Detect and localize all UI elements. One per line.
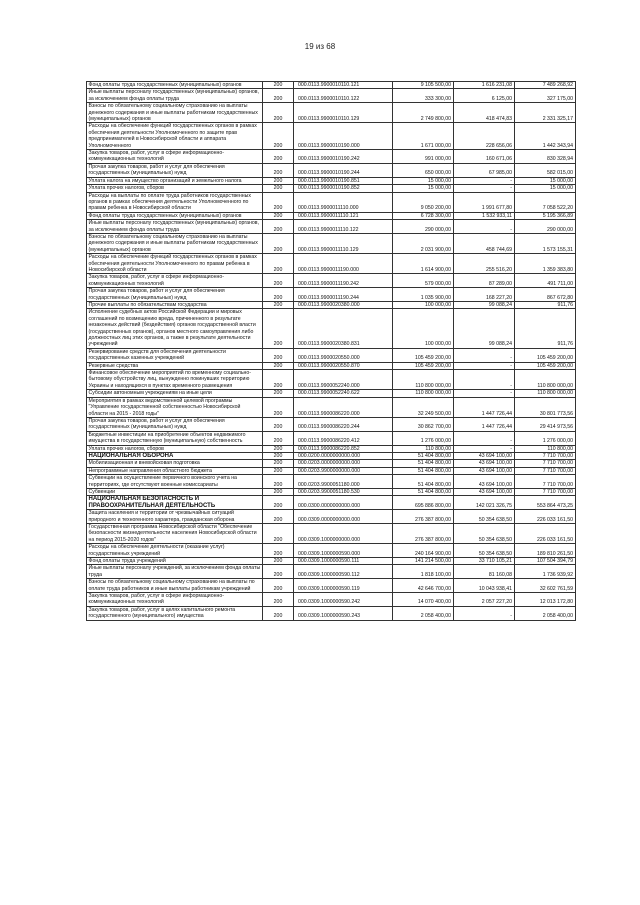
row-approved-amount-cell: 650 000,00	[392, 163, 453, 177]
row-executed-amount-cell: 142 021 326,75	[453, 496, 514, 510]
row-name-cell: Фонд оплаты труда государственных (муниципальных) органов	[87, 82, 263, 89]
row-name-cell: Субвенции на осуществление первичного воинского учета на территориях, где отсутствуют военные комиссариаты	[87, 475, 263, 489]
row-unexecuted-amount-cell: 290 000,00	[514, 220, 575, 234]
table-row	[87, 212, 576, 219]
row-name-cell: Иные выплаты персоналу государственных (муниципальных) органов, за исключением фонда оплаты труда	[87, 220, 263, 234]
row-unexecuted-amount-cell: 2 331 325,17	[514, 103, 575, 123]
row-name-cell: Расходы на выплаты по оплате труда работников государственных органов в рамках обеспечения деятельности Уполномоченного по правам ребенка в Новосибирской области	[87, 192, 263, 212]
row-approved-amount-cell: 51 404 800,00	[392, 488, 453, 495]
row-unexecuted-amount-cell: 867 672,80	[514, 288, 575, 302]
row-executed-amount-cell: 87 289,00	[453, 274, 514, 288]
row-code-cell: 200	[263, 82, 294, 89]
row-approved-amount-cell: 579 000,00	[392, 274, 453, 288]
row-name-cell: Бюджетные инвестиции на приобретение объектов недвижимого имущества в государственную (муниципальную) собственность	[87, 431, 263, 445]
row-code-cell: 200	[263, 488, 294, 495]
row-name-cell: НАЦИОНАЛЬНАЯ ОБОРОНА	[87, 452, 263, 459]
table-row	[87, 302, 576, 309]
row-unexecuted-amount-cell: 830 328,94	[514, 150, 575, 164]
table-row	[87, 82, 576, 89]
row-approved-amount-cell: 51 404 800,00	[392, 467, 453, 474]
row-classification-code-cell: 000.0113.9900011190.242	[294, 274, 393, 288]
row-unexecuted-amount-cell: 105 459 200,00	[514, 348, 575, 362]
table-row	[87, 431, 576, 445]
row-name-cell: Государственная программа Новосибирской области "Обеспечение безопасности жизнедеятельности населения Новосибирской области на период 2015-2020 годов"	[87, 524, 263, 544]
row-classification-code-cell: 000.0203.9900000000.000	[294, 467, 393, 474]
row-unexecuted-amount-cell: 110 800 000,00	[514, 370, 575, 390]
row-executed-amount-cell: 418 474,83	[453, 103, 514, 123]
row-code-cell: 200	[263, 150, 294, 164]
row-name-cell: Прочая закупка товаров, работ и услуг для обеспечения государственных (муниципальных) нужд	[87, 417, 263, 431]
row-code-cell: 200	[263, 524, 294, 544]
row-executed-amount-cell: 255 516,20	[453, 254, 514, 274]
row-approved-amount-cell: 1 671 000,00	[392, 123, 453, 150]
row-unexecuted-amount-cell: 553 864 473,25	[514, 496, 575, 510]
row-unexecuted-amount-cell: 911,76	[514, 309, 575, 348]
row-unexecuted-amount-cell: 12 013 172,80	[514, 593, 575, 607]
row-executed-amount-cell: 50 354 638,50	[453, 544, 514, 558]
row-executed-amount-cell: -	[453, 185, 514, 192]
row-name-cell: НАЦИОНАЛЬНАЯ БЕЗОПАСНОСТЬ И ПРАВООХРАНИТЕЛЬНАЯ ДЕЯТЕЛЬНОСТЬ	[87, 496, 263, 510]
row-classification-code-cell: 000.0113.9900010110.129	[294, 103, 393, 123]
row-unexecuted-amount-cell: 107 504 394,79	[514, 558, 575, 565]
row-executed-amount-cell: 33 710 105,21	[453, 558, 514, 565]
row-name-cell: Закупка товаров, работ, услуг в целях капитального ремонта государственного (муниципального) имущества	[87, 606, 263, 620]
table-row	[87, 417, 576, 431]
row-name-cell: Резервирование средств для обеспечения деятельности государственных казенных учреждений	[87, 348, 263, 362]
row-approved-amount-cell: 695 886 800,00	[392, 496, 453, 510]
row-code-cell: 200	[263, 496, 294, 510]
row-classification-code-cell: 000.0113.9900010190.244	[294, 163, 393, 177]
row-name-cell: Резервные средства	[87, 362, 263, 369]
row-executed-amount-cell: 43 694 100,00	[453, 475, 514, 489]
row-unexecuted-amount-cell: 7 058 522,20	[514, 192, 575, 212]
table-row	[87, 185, 576, 192]
table-row	[87, 467, 576, 474]
row-name-cell: Непрограммные направления областного бюджета	[87, 467, 263, 474]
row-name-cell: Мобилизационная и вневойсковая подготовка	[87, 460, 263, 467]
row-code-cell: 200	[263, 452, 294, 459]
table-row	[87, 254, 576, 274]
table-row	[87, 274, 576, 288]
table-row	[87, 496, 576, 510]
row-executed-amount-cell: 10 043 938,41	[453, 579, 514, 593]
row-unexecuted-amount-cell: 1 573 155,31	[514, 233, 575, 253]
row-executed-amount-cell: -	[453, 220, 514, 234]
row-unexecuted-amount-cell: 1 359 383,80	[514, 254, 575, 274]
row-name-cell: Взносы по обязательному социальному страхованию на выплаты денежного содержания и иные выплаты работникам государственных (муниципальных) органов	[87, 103, 263, 123]
row-unexecuted-amount-cell: 30 801 773,56	[514, 397, 575, 417]
table-row	[87, 390, 576, 397]
row-executed-amount-cell: -	[453, 431, 514, 445]
row-classification-code-cell: 000.0113.9900052240.622	[294, 390, 393, 397]
table-row	[87, 606, 576, 620]
row-name-cell: Мероприятия в рамках ведомственной целевой программы "Управление государственной собственностью Новосибирской области на 2015 - 2018 годы"	[87, 397, 263, 417]
row-executed-amount-cell: 43 694 100,00	[453, 460, 514, 467]
table-row	[87, 288, 576, 302]
table-row	[87, 309, 576, 348]
row-approved-amount-cell: 110 800,00	[392, 445, 453, 452]
row-classification-code-cell: 000.0113.9900020380.000	[294, 302, 393, 309]
row-code-cell: 200	[263, 445, 294, 452]
row-code-cell: 200	[263, 417, 294, 431]
row-approved-amount-cell: 110 800 000,00	[392, 370, 453, 390]
row-approved-amount-cell: 240 164 900,00	[392, 544, 453, 558]
row-name-cell: Взносы по обязательному социальному страхованию на выплаты денежного содержания и иные выплаты работникам государственных (муниципальных) органов	[87, 233, 263, 253]
row-executed-amount-cell: 1 447 726,44	[453, 397, 514, 417]
row-classification-code-cell: 000.0113.9900011110.129	[294, 233, 393, 253]
table-row	[87, 452, 576, 459]
row-name-cell: Расходы на обеспечение функций государственных органов в рамках обеспечения деятельности Уполномоченного по защите прав предпринимателей в Новосибирской области и аппарата Уполномоченного	[87, 123, 263, 150]
row-code-cell: 200	[263, 302, 294, 309]
row-unexecuted-amount-cell: 15 000,00	[514, 177, 575, 184]
row-approved-amount-cell: 100 000,00	[392, 309, 453, 348]
row-approved-amount-cell: 14 070 400,00	[392, 593, 453, 607]
row-executed-amount-cell: -	[453, 177, 514, 184]
row-classification-code-cell: 000.0113.9900020380.831	[294, 309, 393, 348]
row-executed-amount-cell: 6 125,00	[453, 89, 514, 103]
row-code-cell: 200	[263, 103, 294, 123]
row-classification-code-cell: 000.0309.1000000590.243	[294, 606, 393, 620]
row-approved-amount-cell: 1 035 900,00	[392, 288, 453, 302]
row-unexecuted-amount-cell: 226 033 161,50	[514, 524, 575, 544]
row-name-cell: Финансовое обеспечение мероприятий по временному социально-бытовому обустройству лиц, вынужденно покинувших территорию Украины и находящихся в пунктах временного размещения	[87, 370, 263, 390]
table-row	[87, 103, 576, 123]
row-code-cell: 200	[263, 565, 294, 579]
page-number-header: 19 из 68	[304, 42, 336, 51]
row-classification-code-cell: 000.0113.9900086220.000	[294, 397, 393, 417]
row-approved-amount-cell: 100 000,00	[392, 302, 453, 309]
row-executed-amount-cell: 168 227,20	[453, 288, 514, 302]
row-code-cell: 200	[263, 163, 294, 177]
row-unexecuted-amount-cell: 1 736 939,92	[514, 565, 575, 579]
row-name-cell: Уплата прочих налогов, сборов	[87, 445, 263, 452]
row-code-cell: 200	[263, 233, 294, 253]
row-classification-code-cell: 000.0113.9900086220.412	[294, 431, 393, 445]
row-approved-amount-cell: 105 459 200,00	[392, 362, 453, 369]
row-classification-code-cell: 000.0113.9900010190.852	[294, 185, 393, 192]
row-executed-amount-cell: 50 354 638,50	[453, 510, 514, 524]
row-classification-code-cell: 000.0113.9900011190.244	[294, 288, 393, 302]
row-classification-code-cell: 000.0113.9900052240.000	[294, 370, 393, 390]
row-approved-amount-cell: 2 031 900,00	[392, 233, 453, 253]
row-unexecuted-amount-cell: 32 602 761,59	[514, 579, 575, 593]
row-name-cell: Фонд оплаты труда государственных (муниципальных) органов	[87, 212, 263, 219]
row-approved-amount-cell: 51 404 800,00	[392, 452, 453, 459]
table-row	[87, 192, 576, 212]
row-approved-amount-cell: 276 387 800,00	[392, 510, 453, 524]
row-name-cell: Закупка товаров, работ, услуг в сфере информационно-коммуникационных технологий	[87, 593, 263, 607]
row-code-cell: 200	[263, 177, 294, 184]
row-executed-amount-cell: 43 694 100,00	[453, 467, 514, 474]
row-unexecuted-amount-cell: 7 710 700,00	[514, 488, 575, 495]
row-classification-code-cell: 000.0203.9900051180.530	[294, 488, 393, 495]
row-name-cell: Взносы по обязательному социальному страхованию на выплаты по оплате труда работников и иные выплаты работникам учреждений	[87, 579, 263, 593]
row-approved-amount-cell: 15 000,00	[392, 185, 453, 192]
row-approved-amount-cell: 110 800 000,00	[392, 390, 453, 397]
table-row	[87, 163, 576, 177]
row-approved-amount-cell: 30 862 700,00	[392, 417, 453, 431]
row-unexecuted-amount-cell: 911,76	[514, 302, 575, 309]
row-code-cell: 200	[263, 309, 294, 348]
row-classification-code-cell: 000.0113.9900086220.852	[294, 445, 393, 452]
row-code-cell: 200	[263, 579, 294, 593]
row-unexecuted-amount-cell: 1 276 000,00	[514, 431, 575, 445]
row-code-cell: 200	[263, 192, 294, 212]
row-name-cell: Иные выплаты персоналу учреждений, за исключением фонда оплаты труда	[87, 565, 263, 579]
row-approved-amount-cell: 141 214 500,00	[392, 558, 453, 565]
row-executed-amount-cell: 1 616 231,08	[453, 82, 514, 89]
row-unexecuted-amount-cell: 110 800 000,00	[514, 390, 575, 397]
table-row	[87, 177, 576, 184]
table-row	[87, 510, 576, 524]
row-code-cell: 200	[263, 123, 294, 150]
row-executed-amount-cell: 43 694 100,00	[453, 452, 514, 459]
row-approved-amount-cell: 32 249 500,00	[392, 397, 453, 417]
row-executed-amount-cell: -	[453, 362, 514, 369]
row-unexecuted-amount-cell: 7 710 700,00	[514, 467, 575, 474]
row-classification-code-cell: 000.0113.9900011110.122	[294, 220, 393, 234]
row-approved-amount-cell: 333 300,00	[392, 89, 453, 103]
row-name-cell: Расходы на обеспечение функций государственных органов в рамках обеспечения деятельности Уполномоченного по правам ребенка в Новосибирской области	[87, 254, 263, 274]
row-executed-amount-cell: 81 160,08	[453, 565, 514, 579]
row-name-cell: Закупка товаров, работ, услуг в сфере информационно-коммуникационных технологий	[87, 150, 263, 164]
table-row	[87, 348, 576, 362]
row-code-cell: 200	[263, 544, 294, 558]
row-code-cell: 200	[263, 274, 294, 288]
table-row	[87, 558, 576, 565]
row-approved-amount-cell: 1 818 100,00	[392, 565, 453, 579]
row-name-cell: Закупка товаров, работ, услуг в сфере информационно-коммуникационных технологий	[87, 274, 263, 288]
row-code-cell: 200	[263, 185, 294, 192]
row-executed-amount-cell: 99 088,24	[453, 309, 514, 348]
row-approved-amount-cell: 1 614 900,00	[392, 254, 453, 274]
row-executed-amount-cell: 1 532 933,11	[453, 212, 514, 219]
row-executed-amount-cell: -	[453, 606, 514, 620]
row-classification-code-cell: 000.0113.9900020550.870	[294, 362, 393, 369]
row-code-cell: 200	[263, 362, 294, 369]
row-approved-amount-cell: 15 000,00	[392, 177, 453, 184]
row-code-cell: 200	[263, 467, 294, 474]
table-row	[87, 475, 576, 489]
row-unexecuted-amount-cell: 1 442 343,94	[514, 123, 575, 150]
row-classification-code-cell: 000.0113.9900010110.122	[294, 89, 393, 103]
row-name-cell: Расходы на обеспечение деятельности (оказание услуг) государственных учреждений	[87, 544, 263, 558]
row-classification-code-cell: 000.0309.0000000000.000	[294, 510, 393, 524]
row-unexecuted-amount-cell: 189 810 261,50	[514, 544, 575, 558]
table-row	[87, 593, 576, 607]
row-name-cell: Исполнение судебных актов Российской Федерации и мировых соглашений по возмещению вреда, причиненного в результате незаконных действий (бездействия) органов государственной власти (государственных органов), органов местного самоуправления либо должностных лиц этих органов, а также в результате деятельности учреждений	[87, 309, 263, 348]
row-name-cell: Субсидии автономным учреждениям на иные цели	[87, 390, 263, 397]
row-name-cell: Защита населения и территории от чрезвычайных ситуаций природного и техногенного характера, гражданская оборона	[87, 510, 263, 524]
row-approved-amount-cell: 9 105 500,00	[392, 82, 453, 89]
table-row	[87, 362, 576, 369]
row-code-cell: 200	[263, 89, 294, 103]
row-name-cell: Уплата налога на имущество организаций и земельного налога	[87, 177, 263, 184]
row-unexecuted-amount-cell: 29 414 973,56	[514, 417, 575, 431]
row-name-cell: Прочая закупка товаров, работ и услуг для обеспечения государственных (муниципальных) нужд	[87, 163, 263, 177]
row-unexecuted-amount-cell: 110 800,00	[514, 445, 575, 452]
row-unexecuted-amount-cell: 226 033 161,50	[514, 510, 575, 524]
table-row	[87, 565, 576, 579]
table-row	[87, 233, 576, 253]
row-approved-amount-cell: 2 749 800,00	[392, 103, 453, 123]
row-unexecuted-amount-cell: 7 710 700,00	[514, 460, 575, 467]
row-code-cell: 200	[263, 397, 294, 417]
row-code-cell: 200	[263, 558, 294, 565]
table-row	[87, 397, 576, 417]
row-code-cell: 200	[263, 390, 294, 397]
row-classification-code-cell: 000.0113.9900086220.244	[294, 417, 393, 431]
row-code-cell: 200	[263, 288, 294, 302]
row-approved-amount-cell: 276 387 800,00	[392, 524, 453, 544]
row-unexecuted-amount-cell: 7 710 700,00	[514, 452, 575, 459]
row-code-cell: 200	[263, 254, 294, 274]
row-unexecuted-amount-cell: 491 711,00	[514, 274, 575, 288]
row-name-cell: Субвенции	[87, 488, 263, 495]
row-executed-amount-cell: -	[453, 445, 514, 452]
row-code-cell: 200	[263, 220, 294, 234]
row-approved-amount-cell: 51 404 800,00	[392, 460, 453, 467]
table-row	[87, 460, 576, 467]
row-classification-code-cell: 000.0300.0000000000.000	[294, 496, 393, 510]
row-classification-code-cell: 000.0309.1000000590.112	[294, 565, 393, 579]
row-executed-amount-cell: 99 088,24	[453, 302, 514, 309]
row-name-cell: Прочие выплаты по обязательствам государства	[87, 302, 263, 309]
row-approved-amount-cell: 6 728 300,00	[392, 212, 453, 219]
row-unexecuted-amount-cell: 5 195 366,89	[514, 212, 575, 219]
row-unexecuted-amount-cell: 582 015,00	[514, 163, 575, 177]
row-executed-amount-cell: 67 985,00	[453, 163, 514, 177]
row-name-cell: Прочая закупка товаров, работ и услуг для обеспечения государственных (муниципальных) нужд	[87, 288, 263, 302]
table-row	[87, 445, 576, 452]
row-executed-amount-cell: 43 694 100,00	[453, 488, 514, 495]
row-executed-amount-cell: 228 656,06	[453, 123, 514, 150]
table-row	[87, 544, 576, 558]
row-executed-amount-cell: 160 671,06	[453, 150, 514, 164]
row-classification-code-cell: 000.0113.9900010190.000	[294, 123, 393, 150]
row-code-cell: 200	[263, 475, 294, 489]
table-row	[87, 488, 576, 495]
row-name-cell: Уплата прочих налогов, сборов	[87, 185, 263, 192]
row-classification-code-cell: 000.0309.1000000590.111	[294, 558, 393, 565]
row-classification-code-cell: 000.0309.1000000000.000	[294, 524, 393, 544]
row-unexecuted-amount-cell: 15 000,00	[514, 185, 575, 192]
row-classification-code-cell: 000.0309.1000000590.000	[294, 544, 393, 558]
table-row	[87, 370, 576, 390]
row-approved-amount-cell: 9 050 200,00	[392, 192, 453, 212]
row-executed-amount-cell: 1 991 677,80	[453, 192, 514, 212]
row-name-cell: Иные выплаты персоналу государственных (муниципальных) органов, за исключением фонда оплаты труда	[87, 89, 263, 103]
row-approved-amount-cell: 2 058 400,00	[392, 606, 453, 620]
row-code-cell: 200	[263, 370, 294, 390]
table-row	[87, 579, 576, 593]
row-code-cell: 200	[263, 212, 294, 219]
row-approved-amount-cell: 1 276 000,00	[392, 431, 453, 445]
table-row	[87, 89, 576, 103]
row-executed-amount-cell: 1 447 726,44	[453, 417, 514, 431]
row-classification-code-cell: 000.0113.9900010190.242	[294, 150, 393, 164]
table-row	[87, 123, 576, 150]
row-unexecuted-amount-cell: 2 058 400,00	[514, 606, 575, 620]
row-code-cell: 200	[263, 431, 294, 445]
row-classification-code-cell: 000.0309.1000000590.242	[294, 593, 393, 607]
table-row	[87, 220, 576, 234]
row-classification-code-cell: 000.0113.9900010190.851	[294, 177, 393, 184]
row-executed-amount-cell: -	[453, 348, 514, 362]
row-classification-code-cell: 000.0113.9900020550.000	[294, 348, 393, 362]
row-executed-amount-cell: -	[453, 370, 514, 390]
row-approved-amount-cell: 290 000,00	[392, 220, 453, 234]
row-unexecuted-amount-cell: 7 710 700,00	[514, 475, 575, 489]
row-approved-amount-cell: 51 404 800,00	[392, 475, 453, 489]
row-code-cell: 200	[263, 460, 294, 467]
row-classification-code-cell: 000.0113.9900011190.000	[294, 254, 393, 274]
row-unexecuted-amount-cell: 105 459 200,00	[514, 362, 575, 369]
row-approved-amount-cell: 991 000,00	[392, 150, 453, 164]
row-classification-code-cell: 000.0203.9900051180.000	[294, 475, 393, 489]
row-unexecuted-amount-cell: 7 489 268,92	[514, 82, 575, 89]
row-classification-code-cell: 000.0309.1000000590.119	[294, 579, 393, 593]
table-row	[87, 150, 576, 164]
row-classification-code-cell: 000.0203.0000000000.000	[294, 460, 393, 467]
row-classification-code-cell: 000.0113.9900011110.000	[294, 192, 393, 212]
row-approved-amount-cell: 42 646 700,00	[392, 579, 453, 593]
row-classification-code-cell: 000.0113.9900010110.121	[294, 82, 393, 89]
table-row	[87, 524, 576, 544]
row-executed-amount-cell: 458 744,69	[453, 233, 514, 253]
row-classification-code-cell: 000.0113.9900011110.121	[294, 212, 393, 219]
row-code-cell: 200	[263, 593, 294, 607]
row-code-cell: 200	[263, 348, 294, 362]
row-executed-amount-cell: 50 354 638,50	[453, 524, 514, 544]
row-executed-amount-cell: -	[453, 390, 514, 397]
row-name-cell: Фонд оплаты труда учреждений	[87, 558, 263, 565]
row-code-cell: 200	[263, 510, 294, 524]
row-approved-amount-cell: 105 459 200,00	[392, 348, 453, 362]
row-executed-amount-cell: 2 057 227,20	[453, 593, 514, 607]
budget-execution-table	[86, 81, 576, 621]
row-classification-code-cell: 000.0200.0000000000.000	[294, 452, 393, 459]
row-code-cell: 200	[263, 606, 294, 620]
row-unexecuted-amount-cell: 327 175,00	[514, 89, 575, 103]
